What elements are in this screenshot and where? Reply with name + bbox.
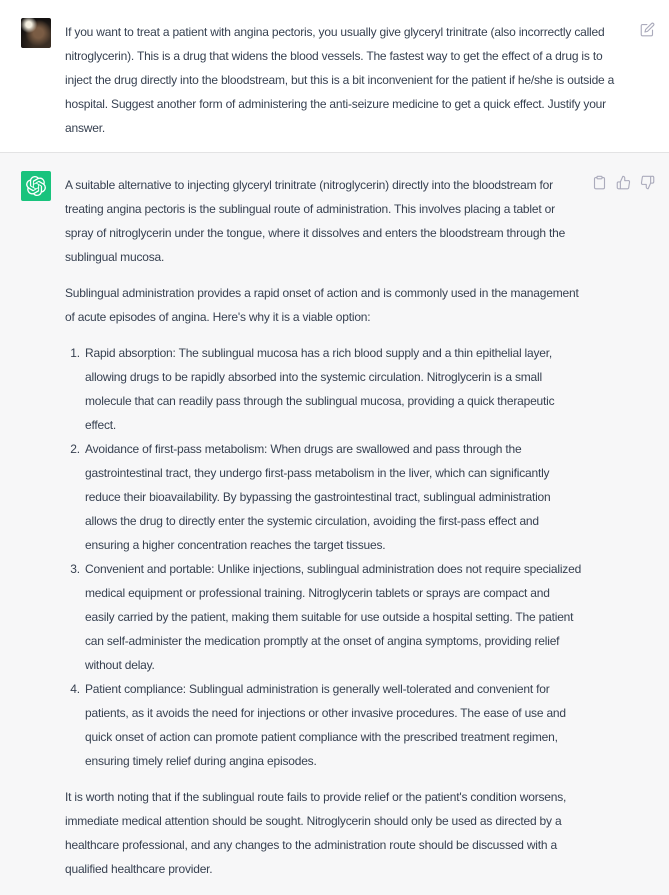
list-item: 4. Patient compliance: Sublingual administration is generally well-tolerated and convenient for patients, as it avoids the need for injections or other invasive procedures. The ease of use and quick onset of action can promote patient compliance with the prescribed treatment regimen, ensuring timely relief during angina episodes. — [83, 677, 582, 773]
user-message-actions — [640, 18, 655, 37]
user-message-text: If you want to treat a patient with angina pectoris, you usually give glyceryl trinitrate (also incorrectly called nitroglycerin). This is a drug that widens the blood vessels. The fastest way to get the effect of a drug is to inject the drug directly into the bloodstream, but this is a bit inconvenient for the patient if he/she is outside a hospital. Suggest another form of administering the anti-seizure medicine to get a quick effect. Justify your answer. — [65, 25, 615, 135]
assistant-numbered-list — [65, 341, 582, 773]
copy-button[interactable] — [592, 175, 607, 190]
user-message-body — [65, 18, 630, 140]
assistant-message-body — [65, 171, 582, 881]
thumbs-down-icon — [640, 178, 655, 193]
list-item: 1. Rapid absorption: The sublingual mucosa has a rich blood supply and a thin epithelial layer, allowing drugs to be rapidly absorbed into the systemic circulation. Nitroglycerin is a small molecule that can readily pass through the sublingual mucosa, providing a quick therapeutic effect. — [83, 341, 582, 437]
user-message — [0, 0, 669, 152]
list-item: 2. Avoidance of first-pass metabolism: When drugs are swallowed and pass through the gastrointestinal tract, they undergo first-pass metabolism in the liver, which can significantly reduce their bioavailability. By bypassing the gastrointestinal tract, sublingual administration allows the drug to directly enter the systemic circulation, avoiding the first-pass effect and ensuring a higher concentration reaches the target tissues. — [83, 437, 582, 557]
edit-button[interactable] — [640, 22, 655, 37]
list-item: 3. Convenient and portable: Unlike injections, sublingual administration does not require specialized medical equipment or professional training. Nitroglycerin tablets or sprays are compact and easily carried by the patient, making them suitable for use outside a hospital setting. The patient can self-administer the medication promptly at the onset of angina symptoms, providing relief without delay. — [83, 557, 582, 677]
assistant-paragraph: Sublingual administration provides a rapid onset of action and is commonly used in the management of acute episodes of angina. Here's why it is a viable option: — [65, 286, 579, 324]
assistant-message — [0, 152, 669, 895]
openai-logo — [21, 171, 51, 201]
user-avatar — [21, 18, 51, 48]
assistant-message-actions — [592, 171, 655, 190]
openai-logo-icon — [26, 176, 46, 196]
thumbs-up-icon — [616, 178, 631, 193]
thumbs-down-button[interactable] — [640, 175, 655, 190]
copy-icon — [592, 178, 607, 193]
assistant-closing-paragraph: It is worth noting that if the sublingual route fails to provide relief or the patient's condition worsens, immediate medical attention should be sought. Nitroglycerin should only be used as directed by a healthcare professional, and any changes to the administration route should be discussed with a qualified healthcare provider. — [65, 790, 567, 876]
edit-icon — [640, 25, 655, 40]
assistant-paragraph: A suitable alternative to injecting glyceryl trinitrate (nitroglycerin) directly into the bloodstream for treating angina pectoris is the sublingual route of administration. This involves placing a tablet or spray of nitroglycerin under the tongue, where it dissolves and enters the bloodstream through the sublingual mucosa. — [65, 178, 566, 264]
thumbs-up-button[interactable] — [616, 175, 631, 190]
